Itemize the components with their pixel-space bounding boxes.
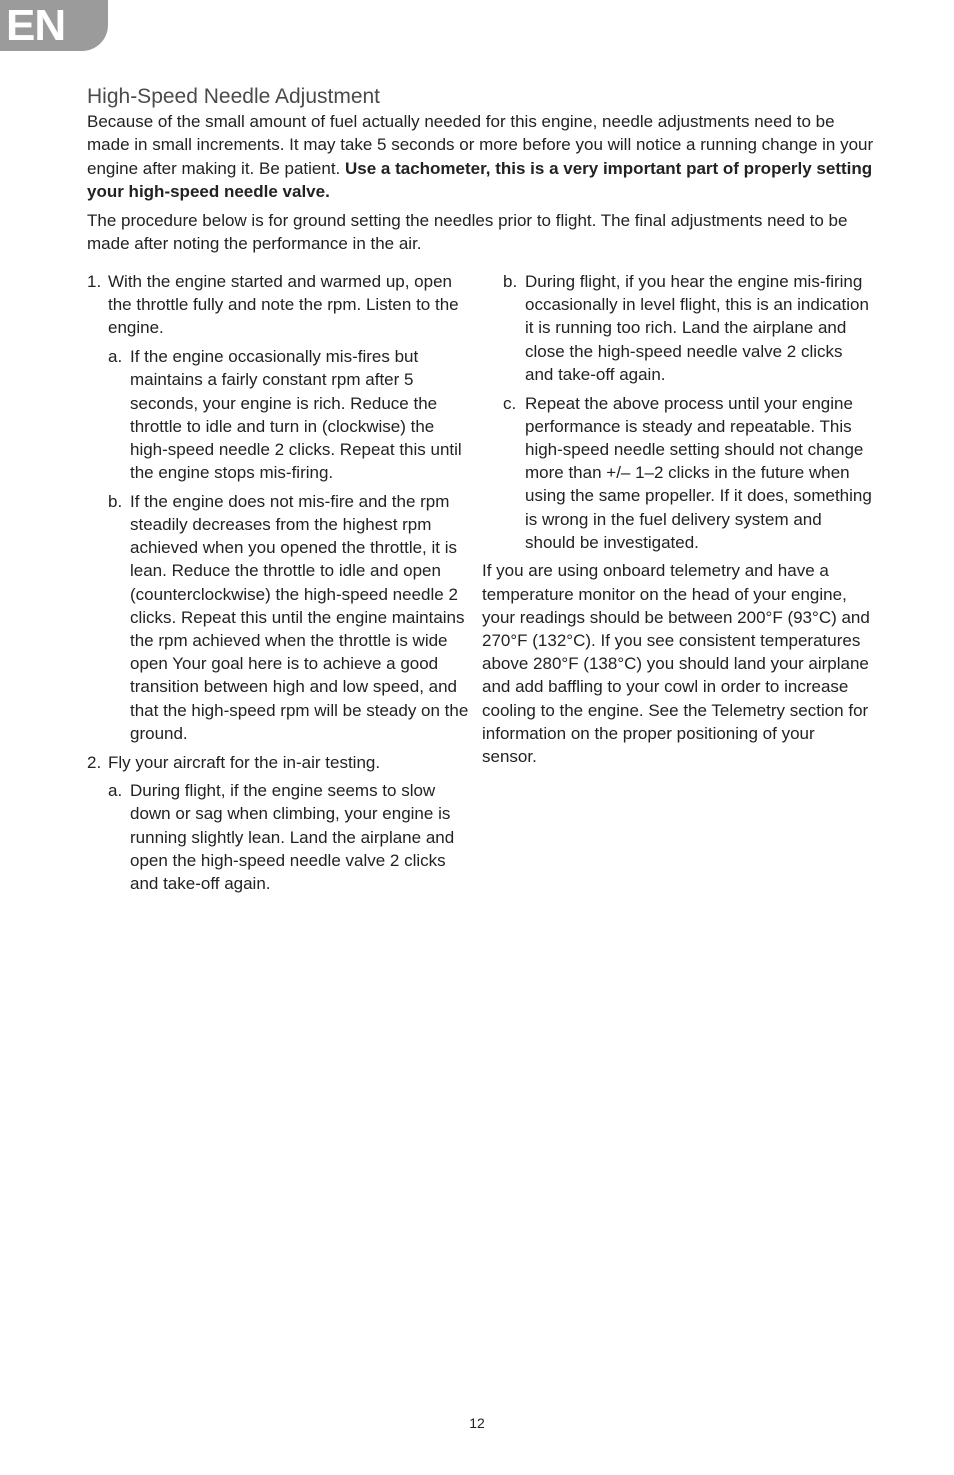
step-marker: 2. — [87, 752, 102, 772]
substep-text: During flight, if you hear the engine mis-firing occasionally in level flight, this is an indication it is running too rich. Land the airplane and close the high-speed needle valve 2 clicks and take-off again. — [525, 272, 869, 384]
step-1b — [87, 490, 472, 745]
substep-marker: a. — [108, 781, 123, 801]
substep-text: During flight, if the engine seems to slow down or sag when climbing, your engine is running slightly lean. Land the airplane and open the high-speed needle valve 2 clicks and take-off again. — [130, 781, 455, 894]
substep-text: Repeat the above process until your engine performance is steady and repeatable. This high-speed needle setting should not change more than +/– 1–2 clicks in the future when using the same propeller. If it does, something is wrong in the fuel delivery system and should be investigated. — [525, 393, 872, 552]
substep-text: If the engine does not mis-fire and the rpm steadily decreases from the highest rpm achieved when you opened the throttle, it is lean. Reduce the throttle to idle and open (counterclockwise) the high-speed needle 2 clicks. Repeat this until the engine maintains the rpm achieved when the throttle is wide open Your goal here is to achieve a good transition between high and low speed, and that the high-speed rpm will be steady on the ground. — [130, 491, 469, 743]
step-2a — [87, 779, 472, 895]
step-2b — [482, 270, 872, 386]
substep-text: If the engine occasionally mis-fires but maintains a fairly constant rpm after 5 seconds, your engine is rich. Reduce the throttle to idle and turn in (clockwise) the high-speed needle 2 clicks. Repeat this until the engine stops mis-firing. — [130, 347, 462, 483]
language-tab: EN — [0, 0, 108, 51]
step-text: With the engine started and warmed up, open the throttle fully and note the rpm. Listen to the engine. — [108, 272, 459, 338]
intro-emphasis: Use a tachometer, this is a very important part of properly setting your high-speed needle valve. — [87, 158, 873, 201]
right-column — [482, 270, 872, 768]
substep-marker: c. — [503, 393, 517, 413]
intro-paragraph-1 — [87, 110, 877, 203]
step-text: Fly your aircraft for the in-air testing. — [108, 752, 381, 772]
page-number: 12 — [469, 1415, 485, 1431]
substep-marker: a. — [108, 347, 123, 367]
step-2 — [87, 751, 472, 774]
intro-paragraph-1-text: Because of the small amount of fuel actually needed for this engine, needle adjustments need to be made in small increments. It may take 5 seconds or more before you will notice a running change in your engine after making it. Be patient. — [87, 112, 874, 178]
step-1 — [87, 270, 472, 340]
substep-marker: b. — [108, 491, 123, 511]
telemetry-paragraph: If you are using onboard telemetry and have a temperature monitor on the head of your engine, your readings should be between 200°F (93°C) and 270°F (132°C). If you see consistent temperatures above 280°F (138°C) you should land your airplane and add baffling to your cowl in order to increase cooling to the engine. See the Telemetry section for information on the proper positioning of your sensor. — [482, 561, 870, 767]
substep-marker: b. — [503, 272, 518, 291]
step-1a — [87, 345, 472, 484]
step-2c — [482, 392, 872, 554]
step-marker: 1. — [87, 272, 102, 291]
section-title: High-Speed Needle Adjustment — [87, 85, 381, 108]
intro-block — [87, 110, 877, 262]
intro-paragraph-2: The procedure below is for ground setting the needles prior to flight. The final adjustments need to be made after noting the performance in the air. — [87, 211, 848, 254]
left-column — [87, 270, 472, 901]
